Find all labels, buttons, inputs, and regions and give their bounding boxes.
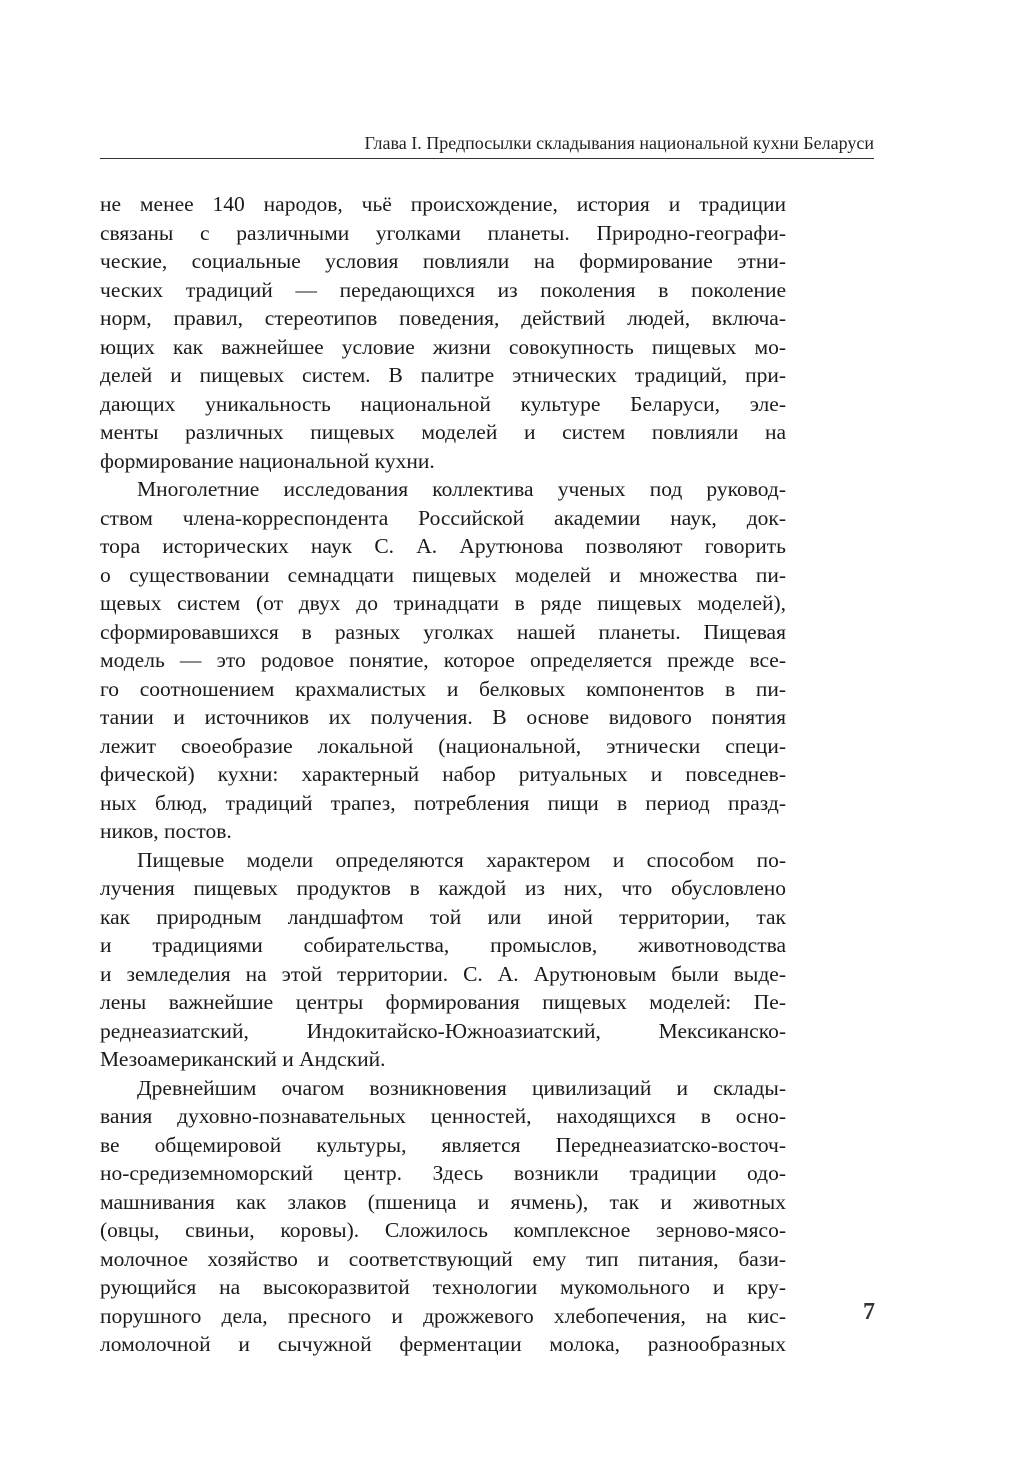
body-text — [100, 190, 786, 1359]
paragraph — [100, 846, 786, 1074]
text-line: го соотношением крахмалистых и белковых компонентов в пи- — [100, 676, 786, 701]
text-line: ломолочной и сычужной ферментации молока, разнообразных — [100, 1332, 786, 1356]
text-line: связаны с различными уголками планеты. Природно-географи- — [100, 220, 786, 245]
text-line: делей и пищевых систем. В палитре этнических традиций, при- — [100, 363, 786, 387]
text-line: менты различных пищевых моделей и систем повлияли на — [100, 420, 786, 444]
text-line: Пищевые модели определяются характером и способом по- — [137, 847, 786, 872]
text-line: лежит своеобразие локальной (национальной, этнически специ- — [100, 733, 786, 758]
running-head-title: Глава I. Предпосылки складывания национальной кухни Беларуси — [364, 133, 874, 153]
text-line: ческих традиций — передающихся из поколения в поколение — [100, 277, 786, 302]
text-line: но-средиземноморский центр. Здесь возникли традиции одо- — [100, 1161, 786, 1185]
text-line: о существовании семнадцати пищевых моделей и множества пи- — [100, 562, 786, 587]
text-line: ных блюд, традиций трапез, потребления пищи в период празд- — [100, 790, 786, 815]
text-line: и традициями собирательства, промыслов, животноводства — [100, 933, 786, 957]
paragraph — [100, 190, 786, 475]
text-line: лучения пищевых продуктов в каждой из них, что обусловлено — [100, 876, 786, 900]
text-line: ющих как важнейшее условие жизни совокупность пищевых мо- — [100, 334, 786, 359]
text-line: ве общемировой культуры, является Переднеазиатско-восточ- — [100, 1132, 786, 1157]
text-line: Мезоамериканский и Андский. — [100, 1047, 386, 1071]
paragraph — [100, 1074, 786, 1359]
text-line: сформировавшихся в разных уголках нашей планеты. Пищевая — [100, 619, 786, 644]
text-line: машнивания как злаков (пшеница и ячмень), так и животных — [100, 1189, 786, 1214]
text-line: ников, постов. — [100, 819, 232, 843]
text-line: формирование национальной кухни. — [100, 448, 435, 473]
text-line: фической) кухни: характерный набор ритуальных и повседнев- — [100, 762, 786, 786]
text-line: молочное хозяйство и соответствующий ему тип питания, бази- — [100, 1246, 786, 1271]
text-line: модель — это родовое понятие, которое определяется прежде все- — [100, 648, 786, 672]
text-line: ством члена-корреспондента Российской академии наук, док- — [100, 505, 786, 530]
text-line: рующийся на высокоразвитой технологии мукомольного и кру- — [100, 1275, 786, 1299]
text-line: (овцы, свиньи, коровы). Сложилось комплексное зерново-мясо- — [100, 1218, 786, 1242]
running-head — [100, 131, 874, 159]
text-line: тании и источников их получения. В основе видового понятия — [100, 705, 786, 729]
page-number: 7 — [863, 1299, 875, 1325]
text-line: лены важнейшие центры формирования пищевых моделей: Пе- — [100, 990, 786, 1014]
text-line: Древнейшим очагом возникновения цивилизаций и склады- — [137, 1075, 786, 1100]
text-line: щевых систем (от двух до тринадцати в ряде пищевых моделей), — [100, 591, 786, 615]
text-line: не менее 140 народов, чьё происхождение, история и традиции — [100, 192, 786, 216]
text-line: как природным ландшафтом той или иной территории, так — [100, 904, 786, 929]
text-line: тора исторических наук С. А. Арутюнова позволяют говорить — [100, 534, 786, 558]
text-line: дающих уникальность национальной культуре Беларуси, эле- — [100, 391, 786, 416]
text-line: порушного дела, пресного и дрожжевого хлебопечения, на кис- — [100, 1303, 786, 1328]
text-line: реднеазиатский, Индокитайско-Южноазиатский, Мексиканско- — [100, 1018, 786, 1043]
text-line: ческие, социальные условия повлияли на формирование этни- — [100, 249, 786, 273]
paragraph — [100, 475, 786, 846]
text-line: и земледелия на этой территории. С. А. Арутюновым были выде- — [100, 961, 786, 986]
text-line: вания духовно-познавательных ценностей, находящихся в осно- — [100, 1104, 786, 1128]
text-line: Многолетние исследования коллектива ученых под руковод- — [137, 477, 786, 501]
text-line: норм, правил, стереотипов поведения, действий людей, включа- — [100, 306, 786, 330]
